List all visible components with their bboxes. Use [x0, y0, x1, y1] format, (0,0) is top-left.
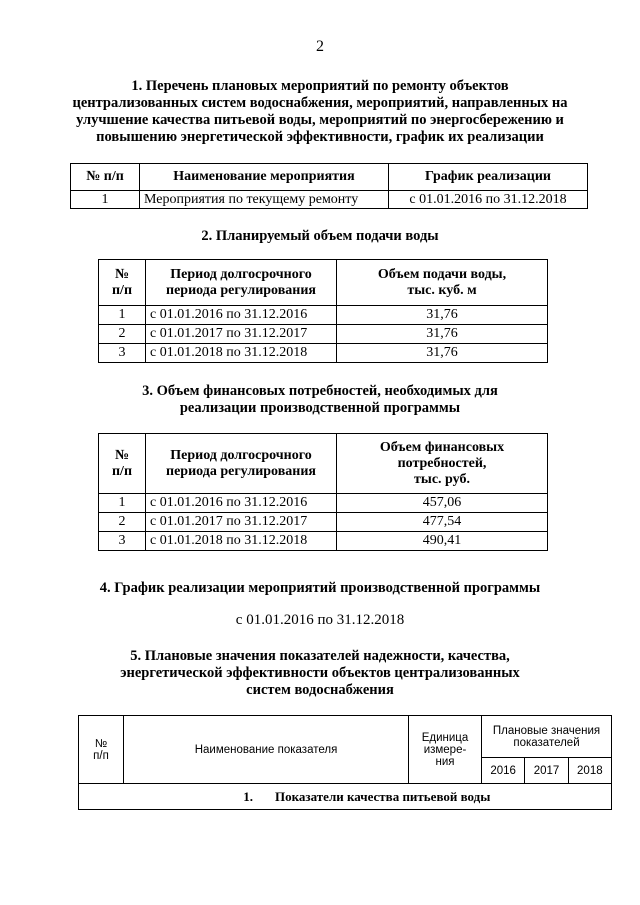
header-num: № п/п — [99, 434, 146, 494]
header-financial-needs: Объем финансовых потребностей, тыс. руб. — [337, 434, 548, 494]
header-year-2017: 2017 — [525, 758, 568, 784]
table-row: 3 с 01.01.2018 по 31.12.2018 490,41 — [99, 532, 548, 551]
header-schedule: График реализации — [389, 164, 588, 191]
section3-title: 3. Объем финансовых потребностей, необходимых для реализации производственной программы — [142, 383, 498, 416]
table-row: 1 с 01.01.2016 по 31.12.2016 457,06 — [99, 494, 548, 513]
header-period: Период долгосрочного периода регулирования — [146, 260, 337, 306]
header-num: № п/п — [99, 260, 146, 306]
measures-table — [70, 163, 588, 209]
water-supply-table — [98, 259, 548, 363]
table-subheader-row — [79, 784, 612, 810]
section4-title: 4. График реализации мероприятий производственной программы — [99, 580, 541, 596]
subheader-number: 1. — [243, 788, 253, 804]
header-planned-values: Плановые значения показателей — [482, 716, 612, 758]
header-indicator-name: Наименование показателя — [124, 716, 409, 784]
section2-title: 2. Планируемый объем подачи воды — [201, 228, 439, 244]
page-number: 2 — [316, 38, 324, 55]
section5-title: 5. Плановые значения показателей надежности, качества, энергетической эффективности объектов централизованных систем водоснабжения — [120, 648, 520, 698]
section1-title: 1. Перечень плановых мероприятий по ремонту объектов централизованных систем водоснабжения, мероприятий, направленных на улучшение качества питьевой воды, мероприятий по энергосбережению и повышению энергетической эффективности, график их реализации — [72, 78, 568, 145]
subheader-text: Показатели качества питьевой воды — [275, 788, 491, 804]
header-year-2016: 2016 — [482, 758, 525, 784]
table-row: 2 с 01.01.2017 по 31.12.2017 31,76 — [99, 325, 548, 344]
table-row: 2 с 01.01.2017 по 31.12.2017 477,54 — [99, 513, 548, 532]
header-measure-name: Наименование мероприятия — [140, 164, 389, 191]
financial-needs-table — [98, 433, 548, 551]
header-num: № п/п — [79, 716, 124, 784]
section4-period: с 01.01.2016 по 31.12.2018 — [235, 612, 405, 628]
indicators-table — [78, 715, 612, 810]
header-year-2018: 2018 — [568, 758, 611, 784]
table-row: 1 с 01.01.2016 по 31.12.2016 31,76 — [99, 306, 548, 325]
header-num: № п/п — [71, 164, 140, 191]
header-unit: Единица измере- ния — [409, 716, 482, 784]
table-row: 3 с 01.01.2018 по 31.12.2018 31,76 — [99, 344, 548, 363]
header-volume: Объем подачи воды, тыс. куб. м — [337, 260, 548, 306]
table-row: 1 Мероприятия по текущему ремонту с 01.01.2016 по 31.12.2018 — [71, 191, 588, 209]
header-period: Период долгосрочного периода регулирования — [146, 434, 337, 494]
